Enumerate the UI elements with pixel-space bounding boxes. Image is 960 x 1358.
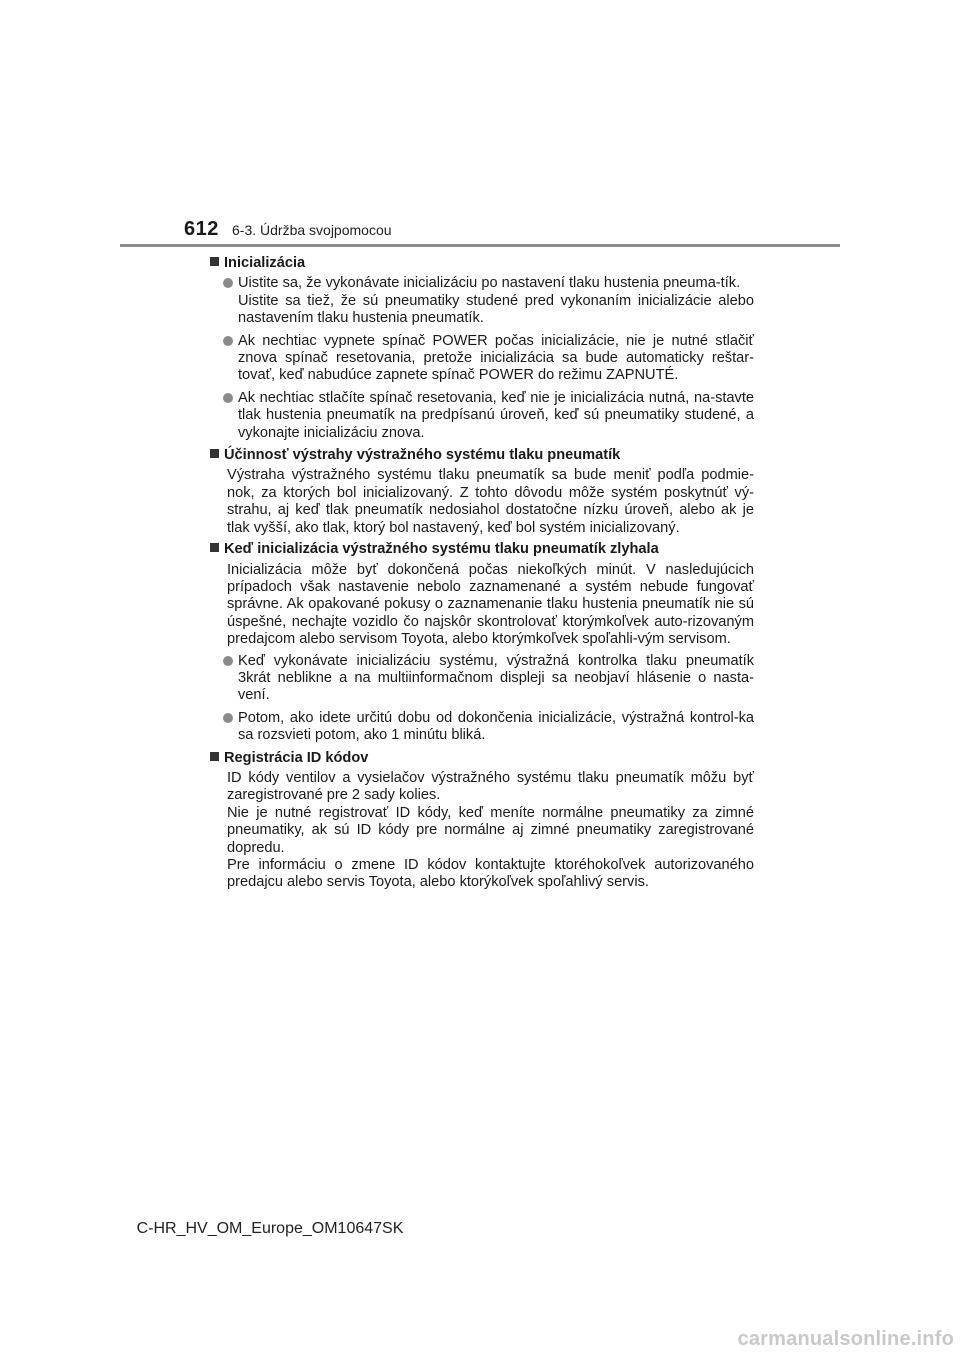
heading-initialization (210, 255, 754, 272)
round-bullet-icon (223, 336, 233, 346)
list-item (223, 390, 754, 442)
bullet-text: Ak nechtiac vypnete spínač POWER počas inicializácie, nie je nutné stlačiť znova spínač resetovania, pretože inicializácia sa bude automaticky reštar-tovať, keď nabudúce zapnete spínač POWER do režimu ZAPNUTÉ. (238, 332, 754, 384)
paragraph-block (227, 467, 754, 537)
header-divider (120, 244, 840, 247)
heading-initialization-failed (210, 541, 754, 558)
square-bullet-icon (210, 449, 219, 458)
heading-text: Registrácia ID kódov (224, 749, 369, 766)
square-bullet-icon (210, 543, 219, 552)
heading-text: Účinnosť výstrahy výstražného systému tlaku pneumatík (224, 447, 621, 464)
paragraph: ID kódy ventilov a vysielačov výstražného systému tlaku pneumatík môžu byť zaregistrované pre 2 sady kolies. (227, 769, 754, 804)
paragraph: Výstraha výstražného systému tlaku pneumatík sa bude meniť podľa podmie-nok, za ktorých bol inicializovaný. Z tohto dôvodu môže systém poskytnúť vý-strahu, aj keď tlak pneumatík nedosiahol dostatočne nízku úroveň, alebo ak je tlak vyšší, ako tlak, ktorý bol nastavený, keď bol systém inicializovaný. (227, 467, 754, 536)
footer-document-id: C-HR_HV_OM_Europe_OM10647SK (136, 1220, 404, 1237)
heading-text: Inicializácia (224, 255, 306, 271)
list-item (223, 275, 754, 327)
round-bullet-icon (223, 713, 233, 723)
paragraph: Inicializácia môže byť dokončená počas niekoľkých minút. V nasledujúcich prípadoch však nastavenie nebolo zaznamenané a systém nebude fungovať správne. Ak opakované pokusy o zaznamenanie tlaku hustenia pneumatík nie sú úspešné, nechajte vozidlo čo najskôr skontrolovať ktorýmkoľvek auto-rizovaným predajcom alebo servisom Toyota, alebo ktorýmkoľvek spoľahli-vým servisom. (227, 561, 754, 648)
list-item (223, 710, 754, 745)
paragraph: Nie je nutné registrovať ID kódy, keď meníte normálne pneumatiky za zimné pneumatiky, ak sú ID kódy pre normálne aj zimné pneumatiky zaregistrované dopredu. (227, 804, 754, 856)
bullet-text: Uistite sa, že vykonávate inicializáciu po nastavení tlaku hustenia pneuma-tík. (238, 275, 741, 292)
list-item (223, 653, 754, 705)
round-bullet-icon (223, 393, 233, 403)
round-bullet-icon (223, 656, 233, 666)
bullet-text: Potom, ako idete určitú dobu od dokončenia inicializácie, výstražná kontrol-ka sa rozsvieti potom, ako 1 minútu bliká. (238, 709, 754, 744)
square-bullet-icon (210, 257, 219, 266)
round-bullet-icon (223, 278, 233, 288)
square-bullet-icon (210, 752, 219, 761)
bullet-text: Keď vykonávate inicializáciu systému, výstražná kontrolka tlaku pneumatík 3krát neblikne a na multiinformačnom displeji sa neobjaví hlásenie o nasta-vení. (238, 652, 754, 704)
heading-id-registration (210, 750, 754, 767)
bullet-text: Uistite sa tiež, že sú pneumatiky studené pred vykonaním inicializácie alebo nastavením tlaku hustenia pneumatík. (238, 292, 754, 327)
page-number: 612 (184, 218, 219, 240)
page-content (210, 255, 754, 896)
heading-text: Keď inicializácia výstražného systému tlaku pneumatík zlyhala (224, 541, 659, 558)
bullet-text: Ak nechtiac stlačíte spínač resetovania, keď nie je inicializácia nutná, na-stavte tlak hustenia pneumatík na predpísanú úroveň, keď sú pneumatiky studené, a vykonajte inicializáciu znova. (238, 389, 754, 441)
list-item (223, 333, 754, 385)
watermark-logo: carmanualsonline.info (737, 1328, 954, 1350)
paragraph: Pre informáciu o zmene ID kódov kontaktujte ktoréhokoľvek autorizovaného predajcu alebo servis Toyota, alebo ktorýkoľvek spoľahlivý servis. (227, 857, 754, 891)
heading-warning-effectiveness (210, 447, 754, 464)
paragraph-block (227, 770, 754, 892)
section-title: 6-3. Údržba svojpomocou (232, 222, 392, 238)
paragraph-block (227, 562, 754, 649)
